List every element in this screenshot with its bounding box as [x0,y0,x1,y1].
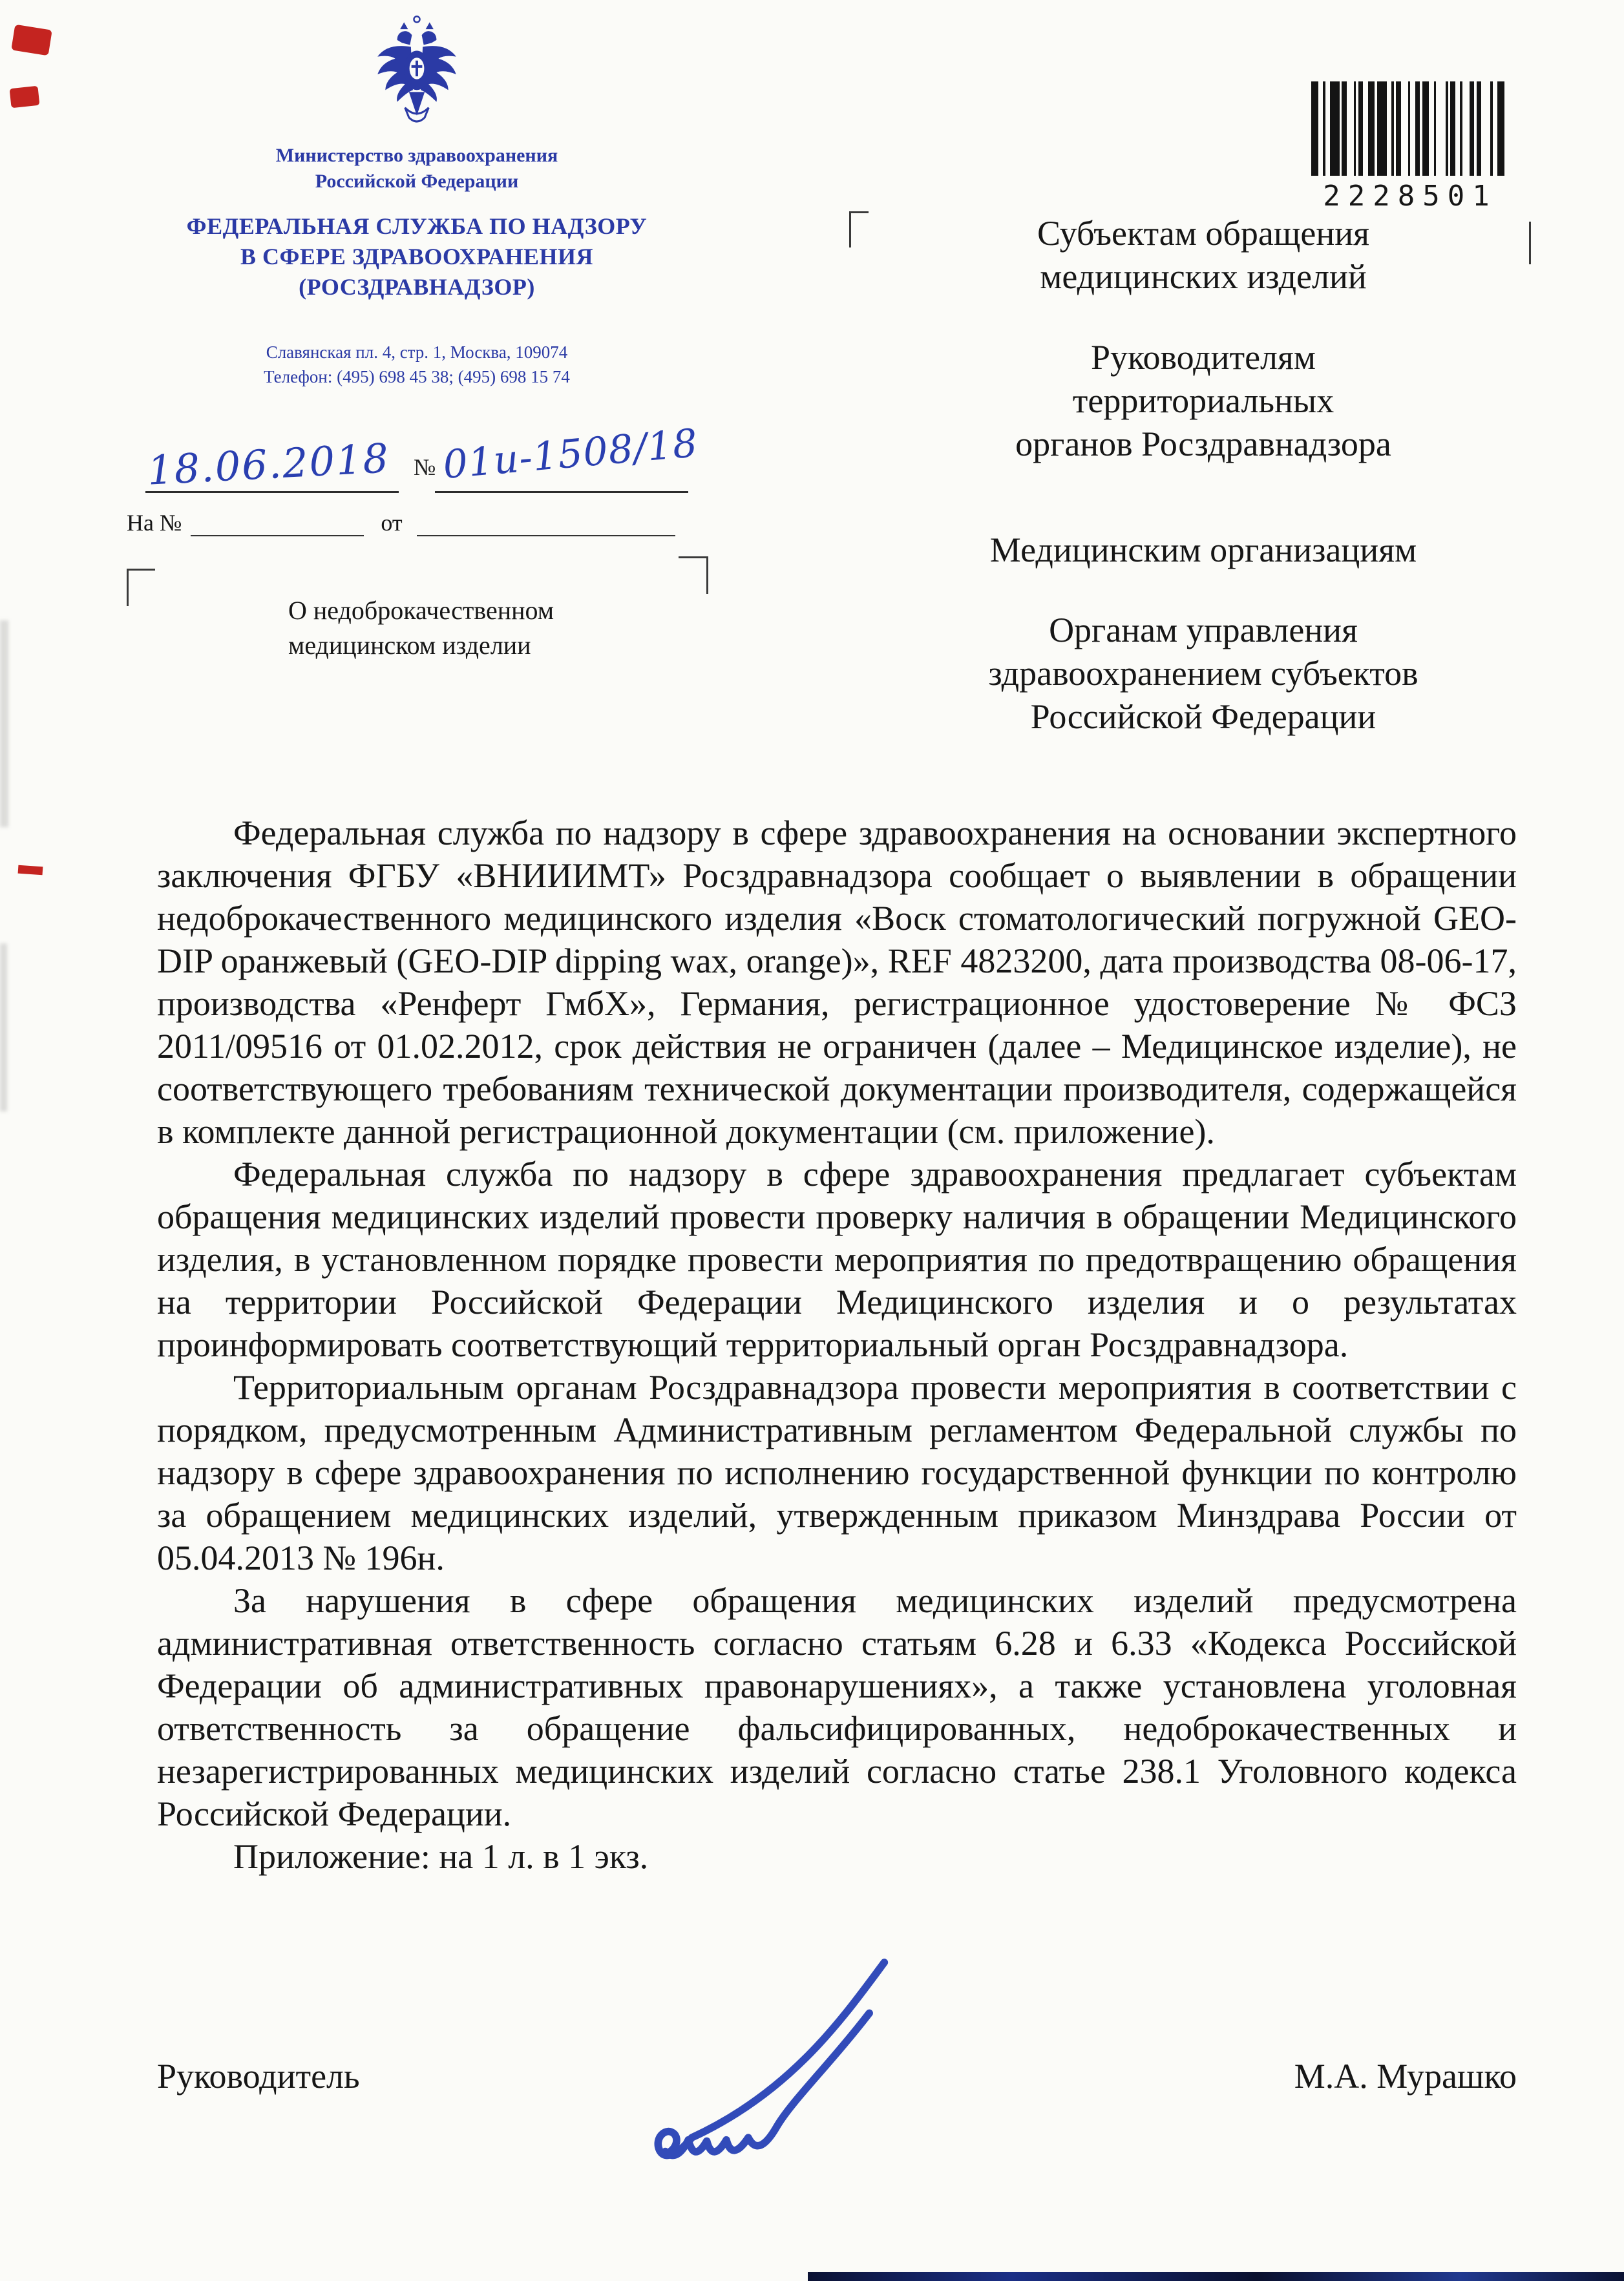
addressee-corner-mark [849,211,869,247]
subject-block [288,593,554,663]
scan-artifact-smudge [0,620,8,827]
body-paragraph: Федеральная служба по надзору в сфере здравоохранения на основании экспертного заключения ФГБУ «ВНИИИМТ» Росздравнадзора сообщает о выявлении в обращении недоброкачественного медицинского изделия «Воск стоматологический погружной GEO-DIP оранжевый (GEO-DIP dipping wax, orange)», REF 4823200, дата производства 08-06-17, производства «Ренферт ГмбХ», Германия, регистрационное удостоверение № ФСЗ 2011/09516 от 01.02.2012, срок действия не ограничен (далее – Медицинское изделие), не соответствующего требованиям технической документации производителя, содержащейся в комплекте данной регистрационной документации (см. приложение). [157,814,1517,1151]
subject-line: О недоброкачественном [288,596,554,625]
addressee-line: Российской Федерации [1030,697,1376,736]
addressee-block-4 [877,609,1530,739]
reply-to-label: На № [127,510,182,536]
addressee-line: медицинских изделий [1040,257,1367,296]
emblem-wrap [123,9,711,139]
body-paragraph: За нарушения в сфере обращения медицинских изделий предусмотрена административная ответственность согласно статьям 6.28 и 6.33 «Кодекса Российской Федерации об административных правонарушениях», а также установлена уголовная ответственность за обращение фальсифицированных, недоброкачественных и незарегистрированных медицинских изделий согласно статье 238.1 Уголовного кодекса Российской Федерации. [157,1581,1517,1833]
address-line: Славянская пл. 4, стр. 1, Москва, 109074 [266,342,568,362]
date-underline [145,491,399,493]
addressee-line: здравоохранением субъектов [988,654,1418,693]
reply-reference-line [127,509,675,536]
letter-body [157,812,1517,1878]
addressee-line: территориальных [1072,381,1334,420]
corner-mark-right [679,556,708,594]
number-sign: № [414,454,436,480]
addressee-block-2 [877,336,1530,466]
attachment-line: Приложение: на 1 л. в 1 экз. [233,1837,649,1876]
outgoing-reference [139,420,721,517]
handwritten-outgoing-number: 01и-1508/18 [441,420,700,489]
ministry-name [123,143,711,194]
addressee-block-1 [877,212,1530,299]
reply-from-label: от [381,510,403,536]
service-name-line: ФЕДЕРАЛЬНАЯ СЛУЖБА ПО НАДЗОРУ [186,213,648,239]
reply-date-blank [417,510,675,536]
signer-title: Руководитель [157,2057,360,2096]
addressee-block-3 [877,529,1530,572]
letterhead [123,9,711,389]
addressee-line: органов Росздравнадзора [1015,425,1391,463]
scan-artifact-red-mark [10,86,40,108]
scan-artifact-smudge [0,943,7,1111]
service-name-line: В СФЕРЕ ЗДРАВООХРАНЕНИЯ [240,244,593,269]
corner-mark-left [127,569,155,606]
ministry-name-line: Российской Федерации [315,171,519,192]
service-name [123,211,711,302]
number-underline [435,491,688,493]
coat-of-arms-icon [368,9,466,136]
addressee-line: Субъектам обращения [1037,214,1370,253]
barcode [1311,81,1509,176]
scan-edge-strip [808,2272,1624,2281]
scan-artifact-red-mark [18,865,43,876]
subject-line: медицинском изделии [288,631,531,660]
signature-row [157,2056,1517,2096]
addressee-line: Руководителям [1091,338,1316,377]
signer-name: М.А. Мурашко [1294,2057,1517,2096]
barcode-number: 2228501 [1323,180,1497,213]
addressee-line: Медицинским организациям [989,531,1417,569]
body-paragraph: Федеральная служба по надзору в сфере здравоохранения предлагает субъектам обращения медицинских изделий провести проверку наличия в обращении Медицинского изделия, в установленном порядке провести мероприятия по предотвращению обращения на территории Российской Федерации Медицинского изделия и о результатах проинформировать соответствующий территориальный орган Росздравнадзора. [157,1155,1517,1364]
ministry-name-line: Министерство здравоохранения [275,145,558,166]
addressee-line: Органам управления [1049,611,1358,649]
contact-block [123,340,711,389]
phone-line: Телефон: (495) 698 45 38; (495) 698 15 74 [264,367,570,386]
service-name-line: (РОСЗДРАВНАДЗОР) [299,274,535,300]
body-paragraph: Территориальным органам Росздравнадзора провести мероприятия в соответствии с порядком, предусмотренным Административным регламентом Федеральной службы по надзору в сфере здравоохранения по исполнению государственной функции по контролю за обращением медицинских изделий, утвержденным приказом Минздрава России от 05.04.2013 № 196н. [157,1368,1517,1577]
reply-number-blank [191,510,364,536]
scan-artifact-red-mark [11,25,52,56]
handwritten-date: 18.06.2018 [146,434,391,494]
